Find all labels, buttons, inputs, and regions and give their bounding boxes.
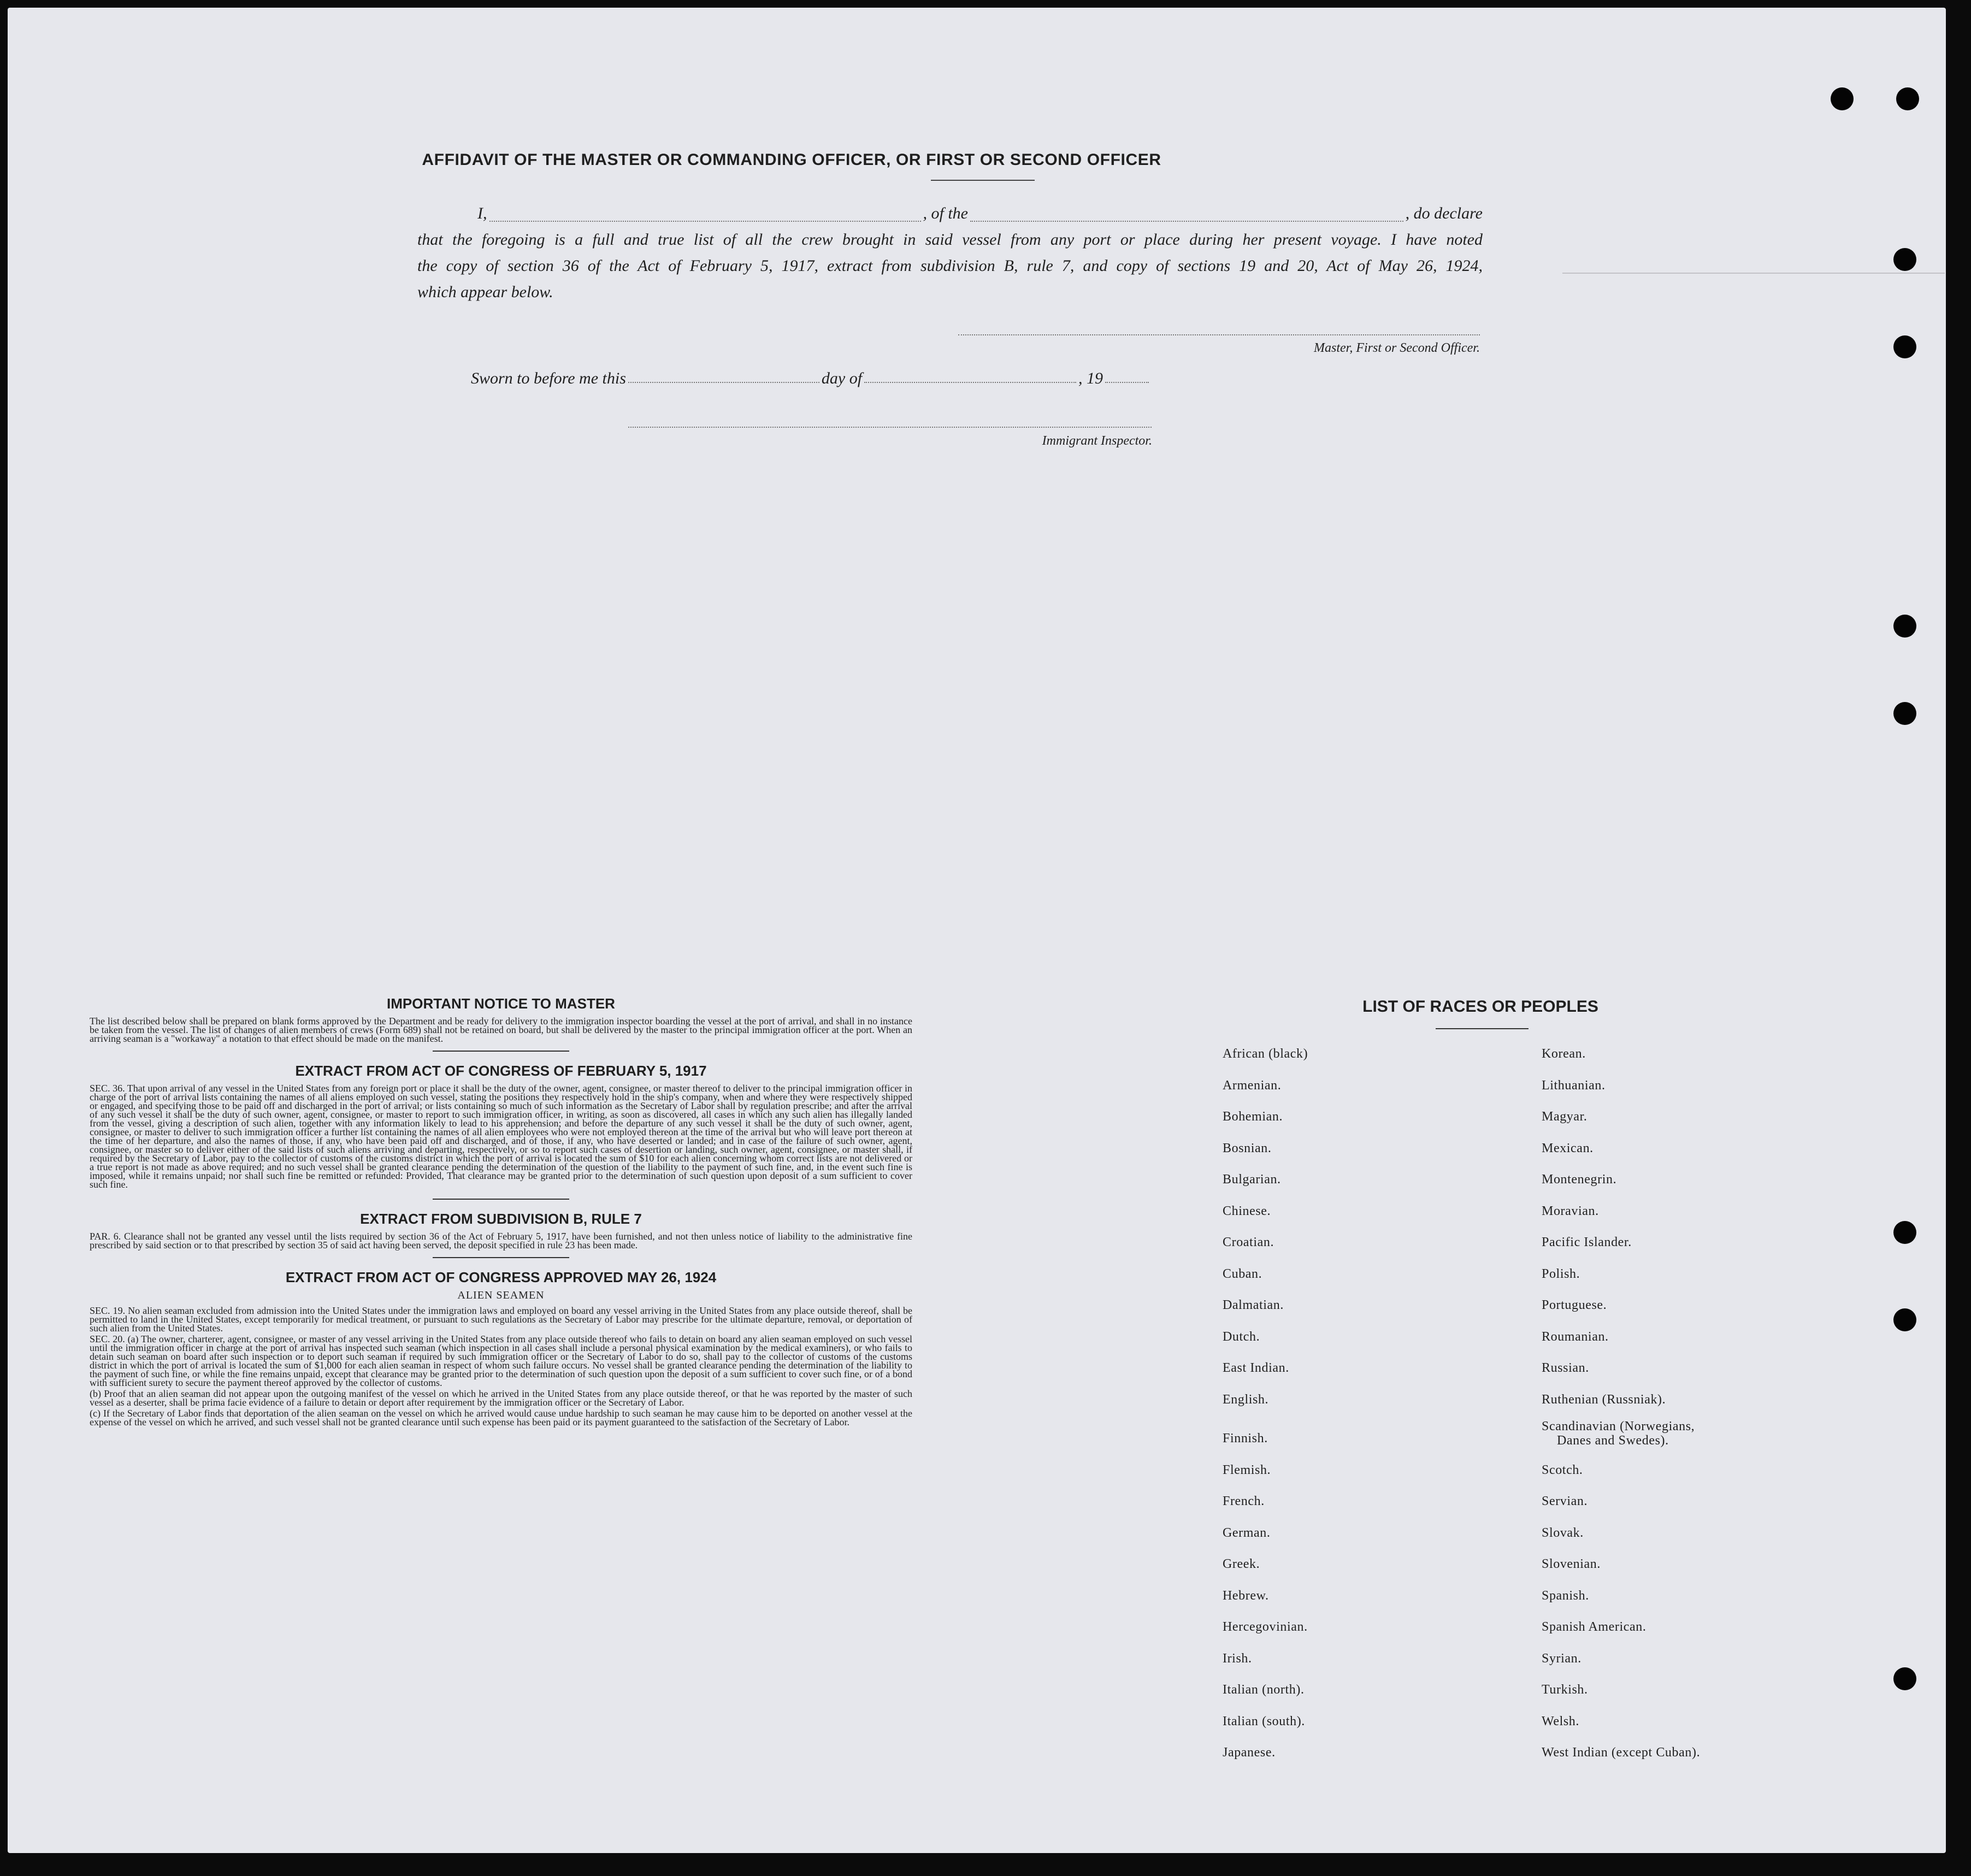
declare-label: , do declare [1405,204,1483,222]
race-item: Servian. [1542,1494,1588,1508]
race-item: Pacific Islander. [1542,1235,1632,1249]
extract-1924-subtitle: ALIEN SEAMEN [457,1289,545,1301]
race-item: English. [1223,1392,1269,1407]
sec-20a-text: SEC. 20. (a) The owner, charterer, agent, consignee, or master of any vessel arriving in the United States from any place outside thereof who fails to detain on board any alien seaman employed on such vessel until the immigration officer in charge at the port of arrival has inspected such seaman (which inspection in all cases shall include a personal physical examination by the medical examiners), or who fails to detain such seaman on board after such inspection or to deport such seaman if required by such immigration officer or the Secretary of Labor to do so, shall pay to the collector of customs of the customs district in which the port of arrival is located the sum of $1,000 for each alien seaman in respect of whom such failure occurs. No vessel shall be granted clearance pending the determination of the liability to the payment of such fine, or while the fine remains unpaid, except that clearance may be granted prior to the determination of such question upon the deposit of a sum sufficient to cover such fine, or of a bond with sufficient surety to secure the payment thereof approved by the collector of customs. [90,1334,912,1388]
race-item: Hercegovinian. [1223,1620,1308,1634]
race-item: Scandinavian (Norwegians, [1542,1419,1695,1433]
affidavit-title: AFFIDAVIT OF THE MASTER OR COMMANDING OFFICER, OR FIRST OR SECOND OFFICER [422,151,1161,169]
sworn-day-blank[interactable] [628,381,819,383]
race-item: Bulgarian. [1223,1172,1281,1187]
race-item: Irish. [1223,1651,1252,1666]
vessel-blank[interactable] [970,220,1403,222]
race-item: Spanish American. [1542,1620,1647,1634]
race-item: Danes and Swedes). [1557,1433,1669,1448]
race-item: Montenegrin. [1542,1172,1617,1187]
race-item: Russian. [1542,1361,1589,1375]
sec-19-text: SEC. 19. No alien seaman excluded from admission into the United States under the immigration laws and employed on board any vessel arriving in the United States from any place outside thereof, shall be permitted to land in the United States, except temporarily for medical treatment, or pursuant to such regulations as the Secretary of Labor may prescribe for the ultimate departure, removal, or deportation of such alien from the United States. [90,1305,912,1334]
race-item: Greek. [1223,1557,1260,1571]
master-signature-line[interactable] [958,333,1480,335]
extract-1917-title: EXTRACT FROM ACT OF CONGRESS OF FEBRUARY 5, 1917 [295,1063,707,1079]
race-item: Slovenian. [1542,1557,1601,1571]
race-item: Cuban. [1223,1266,1262,1281]
notice-text: The list described below shall be prepared on blank forms approved by the Department and be ready for delivery to the immigration inspector boarding the vessel at the port of arrival, and shall in no instance be taken from the vessel. The list of changes of alien members of crews (Form 689) shall not be retained on board, but shall be delivered by the master to the principal immigration officer at the port. When an arriving seaman is a "workaway" a notation to that effect should be made on the manifest. [90,1016,912,1044]
i-label: I, [477,204,487,222]
race-item: Finnish. [1223,1431,1268,1446]
race-item: French. [1223,1494,1265,1508]
race-item: Croatian. [1223,1235,1274,1249]
race-item: Portuguese. [1542,1298,1607,1312]
race-item: Flemish. [1223,1462,1271,1477]
punch-hole [1893,1308,1916,1331]
inspector-signature-line[interactable] [628,426,1152,428]
race-item: Roumanian. [1542,1329,1609,1344]
race-item: Scotch. [1542,1462,1583,1477]
race-item: Mexican. [1542,1141,1594,1155]
race-item: Bosnian. [1223,1141,1272,1155]
punch-hole [1893,335,1916,358]
race-item: Dalmatian. [1223,1298,1284,1312]
race-item: Welsh. [1542,1714,1579,1728]
race-item: Ruthenian (Russniak). [1542,1392,1666,1407]
race-item: Japanese. [1223,1745,1276,1760]
affidavit-line-4: which appear below. [417,283,553,301]
races-title: LIST OF RACES OR PEOPLES [1362,998,1598,1016]
sec-20b-text: (b) Proof that an alien seaman did not appear upon the outgoing manifest of the vessel on which he arrived in the United States from any place outside thereof, or that he was reported by the master of such vessel as a deserter, shall be prima facie evidence of a failure to detain or deport after requirement by the immigration officer or the Secretary of Labor. [90,1388,912,1408]
extract-1924-title: EXTRACT FROM ACT OF CONGRESS APPROVED MAY 26, 1924 [285,1269,717,1285]
race-item: Magyar. [1542,1110,1588,1124]
race-item: Lithuanian. [1542,1078,1606,1093]
race-item: Syrian. [1542,1651,1581,1666]
race-item: Bohemian. [1223,1110,1283,1124]
section-divider [433,1051,569,1052]
affidavit-line-3: the copy of section 36 of the Act of February 5, 1917, extract from subdivision B, rule 7, and copy of sections 19 and 20, Act of May 26, 1924, [417,257,1483,275]
race-item: Polish. [1542,1266,1580,1281]
punch-hole [1893,702,1916,725]
sworn-label: Sworn to before me this [471,369,626,387]
race-item: Armenian. [1223,1078,1282,1093]
sworn-year-blank[interactable] [1105,381,1149,383]
day-of-label: day of [821,369,863,387]
race-item: Hebrew. [1223,1588,1269,1603]
punch-hole [1893,1221,1916,1244]
race-item: East Indian. [1223,1361,1289,1375]
races-rule [1436,1028,1529,1029]
notice-title: IMPORTANT NOTICE TO MASTER [387,995,615,1012]
document-page [8,8,1946,1853]
affidavit-line-2: that the foregoing is a full and true list of all the crew brought in said vessel from any port or place during her present voyage. I have noted [417,231,1483,249]
race-item: Slovak. [1542,1525,1584,1540]
of-the-label: , of the [923,204,968,222]
race-item: Korean. [1542,1047,1586,1061]
race-item: African (black) [1223,1047,1308,1061]
punch-hole [1893,248,1916,271]
affidavit-body [417,200,1483,305]
punch-hole [1831,87,1854,110]
name-blank[interactable] [489,220,921,222]
race-item: German. [1223,1525,1271,1540]
race-item: Dutch. [1223,1329,1260,1344]
race-item: Spanish. [1542,1588,1589,1603]
section-divider [433,1257,569,1258]
affidavit-rule [931,180,1035,181]
extract-rule7-text: PAR. 6. Clearance shall not be granted any vessel until the lists required by section 36 of the Act of February 5, 1917, have been furnished, and not then unless notice of liability to the administrative fine prescribed by said section or to that prescribed by section 35 of said act having been served, the deposit specified in rule 23 has been made. [90,1231,912,1250]
master-caption: Master, First or Second Officer. [1314,341,1480,355]
affidavit-declare-line [417,200,1483,227]
race-item: West Indian (except Cuban). [1542,1745,1701,1760]
notices-column [90,995,912,1426]
extract-rule7-title: EXTRACT FROM SUBDIVISION B, RULE 7 [360,1211,642,1227]
punch-hole [1893,1667,1916,1690]
sec-20c-text: (c) If the Secretary of Labor finds that deportation of the alien seaman on the vessel on which he arrived would cause undue hardship to such seaman he may cause him to be deported on another vessel at the expense of the vessel on which he arrived, and such vessel shall not be granted clearance until such expense has been paid or its payment guaranteed to the satisfaction of the Secretary of Labor. [90,1408,912,1427]
race-item: Italian (south). [1223,1714,1305,1728]
extract-1917-text: SEC. 36. That upon arrival of any vessel in the United States from any foreign port or place it shall be the duty of the owner, agent, consignee, or master thereof to deliver to the principal immigration officer in charge of the port of arrival lists containing the names of all aliens employed on such vessel, stating the positions they respectively hold in the ship's company, when and where they were respectively shipped or engaged, and specifying those to be paid off and discharged in the port of arrival; or lists containing so much of such information as the Secretary of Labor shall by regulation prescribe; and after the arrival of any such vessel it shall be the duty of such owner, agent, consignee, or master to report to such immigration officer, in writing, as soon as discovered, all cases in which any such alien has illegally landed from the vessel, giving a description of such alien, together with any information likely to lead to his apprehension; and before the departure of any such vessel it shall be the duty of such owner, agent, consignee, or master to deliver to such immigration officer a further list containing the names of all alien employees who were not employed thereon at the time of the arrival but who will leave port thereon at the time of her departure, and also the names of those, if any, who have been paid off and discharged, and of those, if any, who have deserted or landed; and in case of the failure of such owner, agent, consignee, or master so to deliver either of the said lists of such aliens arriving and departing, respectively, or so to report such cases of desertion or landing, such owner, agent, consignee, or master shall, if required by the Secretary of Labor, pay to the collector of customs of the customs district in which the port of arrival is located the sum of $10 for each alien concerning whom correct lists are not delivered or a true report is not made as above required; and no such vessel shall be granted clearance pending the determination of the question of the liability to the payment of such fine, and, in the event such fine is imposed, while it remains unpaid; nor shall such fine be remitted or refunded: Provided, That clearance may be granted prior to the determination of such question upon deposit of a sum sufficient to cover such fine. [90,1083,912,1190]
inspector-caption: Immigrant Inspector. [1042,434,1152,448]
race-item: Italian (north). [1223,1683,1305,1697]
year-label: , 19 [1078,369,1103,387]
punch-hole [1896,87,1919,110]
sworn-line [471,369,1151,388]
section-divider [433,1199,569,1200]
punch-hole [1893,615,1916,638]
race-item: Turkish. [1542,1683,1588,1697]
race-item: Chinese. [1223,1204,1271,1218]
scan-mark [1562,273,1945,274]
sworn-month-blank[interactable] [864,381,1076,383]
race-item: Moravian. [1542,1204,1599,1218]
